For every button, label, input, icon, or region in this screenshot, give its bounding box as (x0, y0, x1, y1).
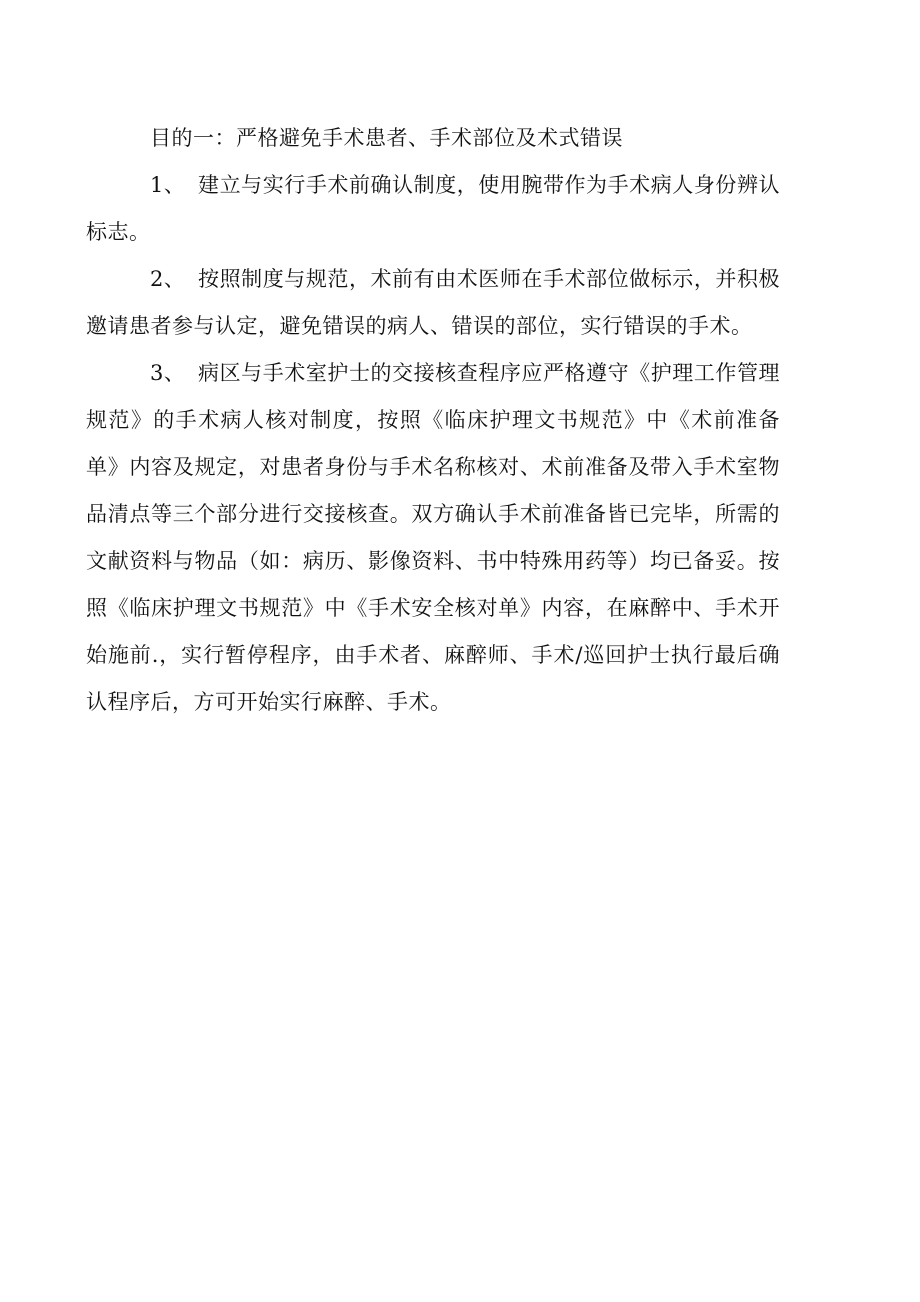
document-body (86, 115, 780, 726)
item-number: 1、 (150, 173, 186, 197)
list-item (86, 350, 780, 726)
list-item (86, 256, 780, 350)
item-text: 病区与手术室护士的交接核查程序应严格遵守《护理工作管理规范》的手术病人核对制度，按照《临床护理文书规范》中《术前准备单》内容及规定，对患者身份与手术名称核对、术前准备及带入手术室物品清点等三个部分进行交接核查。双方确认手术前准备皆已完毕，所需的文献资料与物品（如：病历、影像资料、书中特殊用药等）均已备妥。按照《临床护理文书规范》中《手术安全核对单》内容，在麻醉中、手术开始施前.，实行暂停程序，由手术者、麻醉师、手术/巡回护士执行最后确认程序后，方可开始实行麻醉、手术。 (86, 361, 780, 714)
item-text: 按照制度与规范，术前有由术医师在手术部位做标示，并积极邀请患者参与认定，避免错误的病人、错误的部位，实行错误的手术。 (86, 267, 780, 338)
item-text: 建立与实行手术前确认制度，使用腕带作为手术病人身份辨认标志。 (86, 173, 780, 244)
item-number: 2、 (150, 267, 186, 291)
section-heading: 目的一：严格避免手术患者、手术部位及术式错误 (150, 126, 623, 150)
item-number: 3、 (150, 361, 186, 385)
list-item (86, 162, 780, 256)
